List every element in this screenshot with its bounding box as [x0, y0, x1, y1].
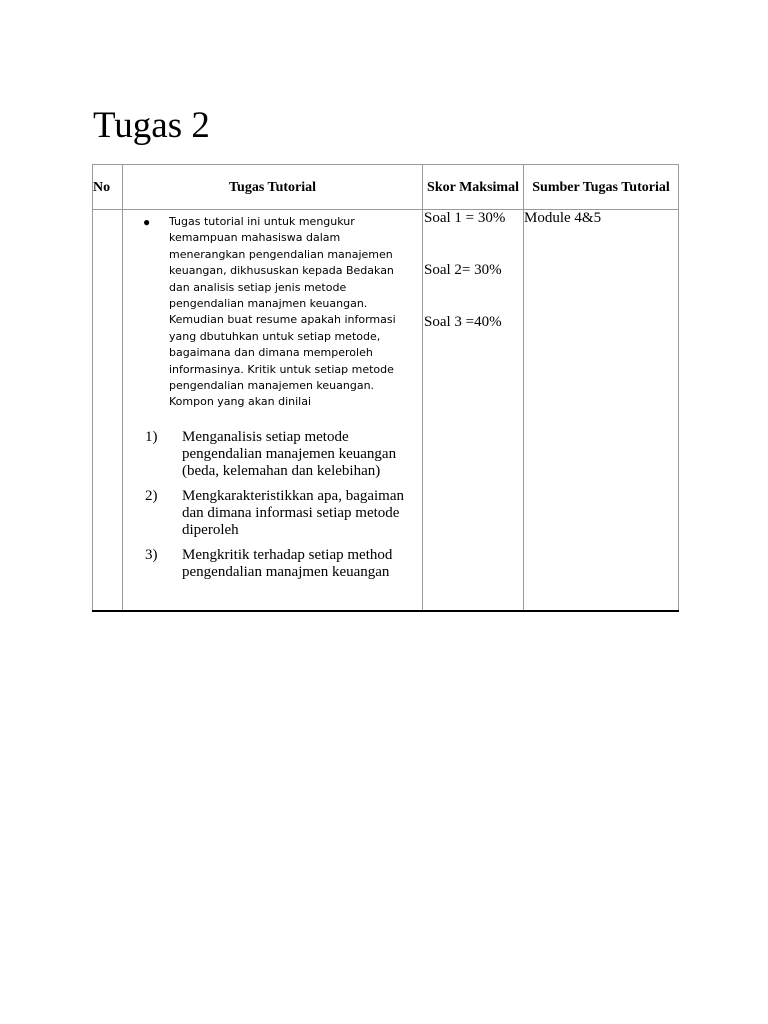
table-row: [93, 210, 679, 612]
list-item-number: 3): [145, 546, 158, 563]
score-soal-3: Soal 3 =40%: [424, 314, 502, 330]
cell-no: [93, 210, 123, 612]
list-item-text: Mengkritik terhadap setiap method pengendalian manajmen keuangan: [182, 546, 393, 580]
list-item: [123, 547, 422, 581]
header-source: Sumber Tugas Tutorial: [524, 165, 679, 210]
header-no: No: [93, 165, 123, 210]
assessment-list: [123, 429, 422, 581]
source-text: Module 4&5: [524, 210, 602, 226]
list-item: [123, 429, 422, 480]
cell-task: [123, 210, 423, 612]
cell-score: [423, 210, 524, 612]
list-item-number: 1): [145, 428, 158, 445]
table-header-row: [93, 165, 679, 210]
list-item-number: 2): [145, 487, 158, 504]
task-description: Tugas tutorial ini untuk mengukur kemampuan mahasiswa dalam menerangkan pengendalian manajemen keuangan, dikhususkan kepada Bedakan dan analisis setiap jenis metode pengendalian manajmen keuangan. Kemudian buat resume apakah informasi yang dbutuhkan untuk setiap metode, bagaimana dan dimana memperoleh informasinya. Kritik untuk setiap metode pengendalian manajemen keuangan. Kompon yang akan dinilai: [169, 215, 396, 409]
list-item-text: Menganalisis setiap metode pengendalian manajemen keuangan (beda, kelemahan dan kelebihan): [182, 428, 397, 479]
page-title: Tugas 2: [93, 105, 210, 146]
task-bullet: [143, 214, 422, 411]
tugas-table: [92, 164, 679, 612]
list-item-text: Mengkarakteristikkan apa, bagaiman dan dimana informasi setiap metode diperoleh: [182, 487, 404, 538]
score-soal-1: Soal 1 = 30%: [424, 210, 506, 226]
list-item: [123, 488, 422, 539]
cell-source: [524, 210, 679, 612]
score-soal-2: Soal 2= 30%: [424, 262, 502, 278]
header-task: Tugas Tutorial: [123, 165, 423, 210]
bullet-icon: ●: [143, 215, 151, 229]
header-score: Skor Maksimal: [423, 165, 524, 210]
